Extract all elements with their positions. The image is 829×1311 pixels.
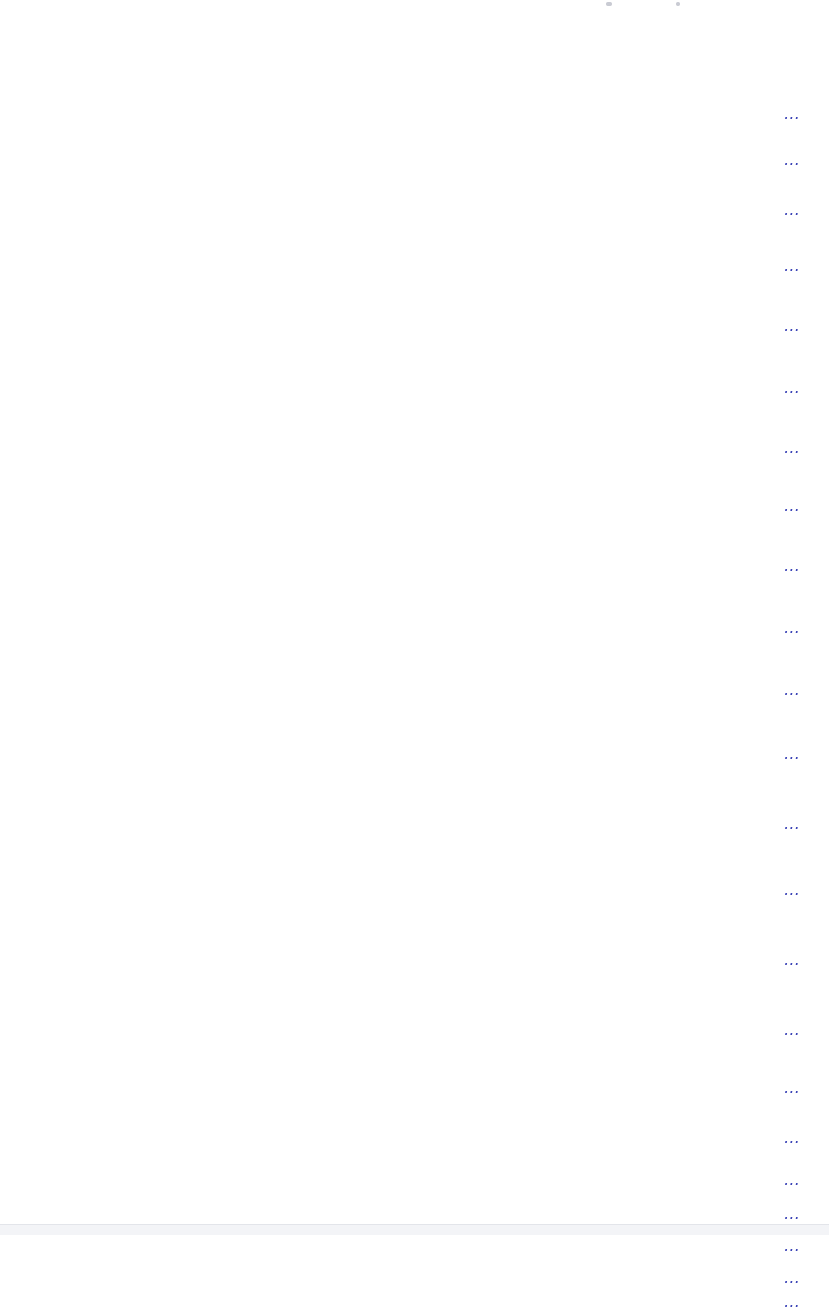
handwritten-line: ... [784, 438, 800, 457]
handwritten-line: ... [784, 378, 800, 397]
handwritten-line: ... [784, 618, 800, 637]
handwritten-line: ... [784, 1204, 800, 1223]
handwritten-line: ... [784, 1170, 800, 1189]
handwritten-line: ... [784, 1236, 800, 1255]
handwritten-line: ... [784, 1078, 800, 1097]
handwritten-line: ... [784, 1292, 800, 1311]
scan-speck [606, 2, 612, 6]
handwritten-line: ... [784, 680, 800, 699]
handwritten-line: ... [784, 200, 800, 219]
handwritten-line: ... [784, 880, 800, 899]
handwritten-line: ... [784, 556, 800, 575]
handwritten-line: ... [784, 316, 800, 335]
handwritten-line: ... [784, 150, 800, 169]
handwritten-line: ... [784, 1268, 800, 1287]
handwritten-line: ... [784, 814, 800, 833]
handwritten-line: ... [784, 1128, 800, 1147]
scan-speck [676, 2, 680, 6]
handwritten-line: ... [784, 950, 800, 969]
scan-bottom-edge [0, 1224, 829, 1235]
handwritten-line: ... [784, 744, 800, 763]
handwritten-line: ... [784, 256, 800, 275]
handwritten-line: ... [784, 1020, 800, 1039]
handwritten-line: ... [784, 496, 800, 515]
handwritten-line: ... [784, 104, 800, 123]
